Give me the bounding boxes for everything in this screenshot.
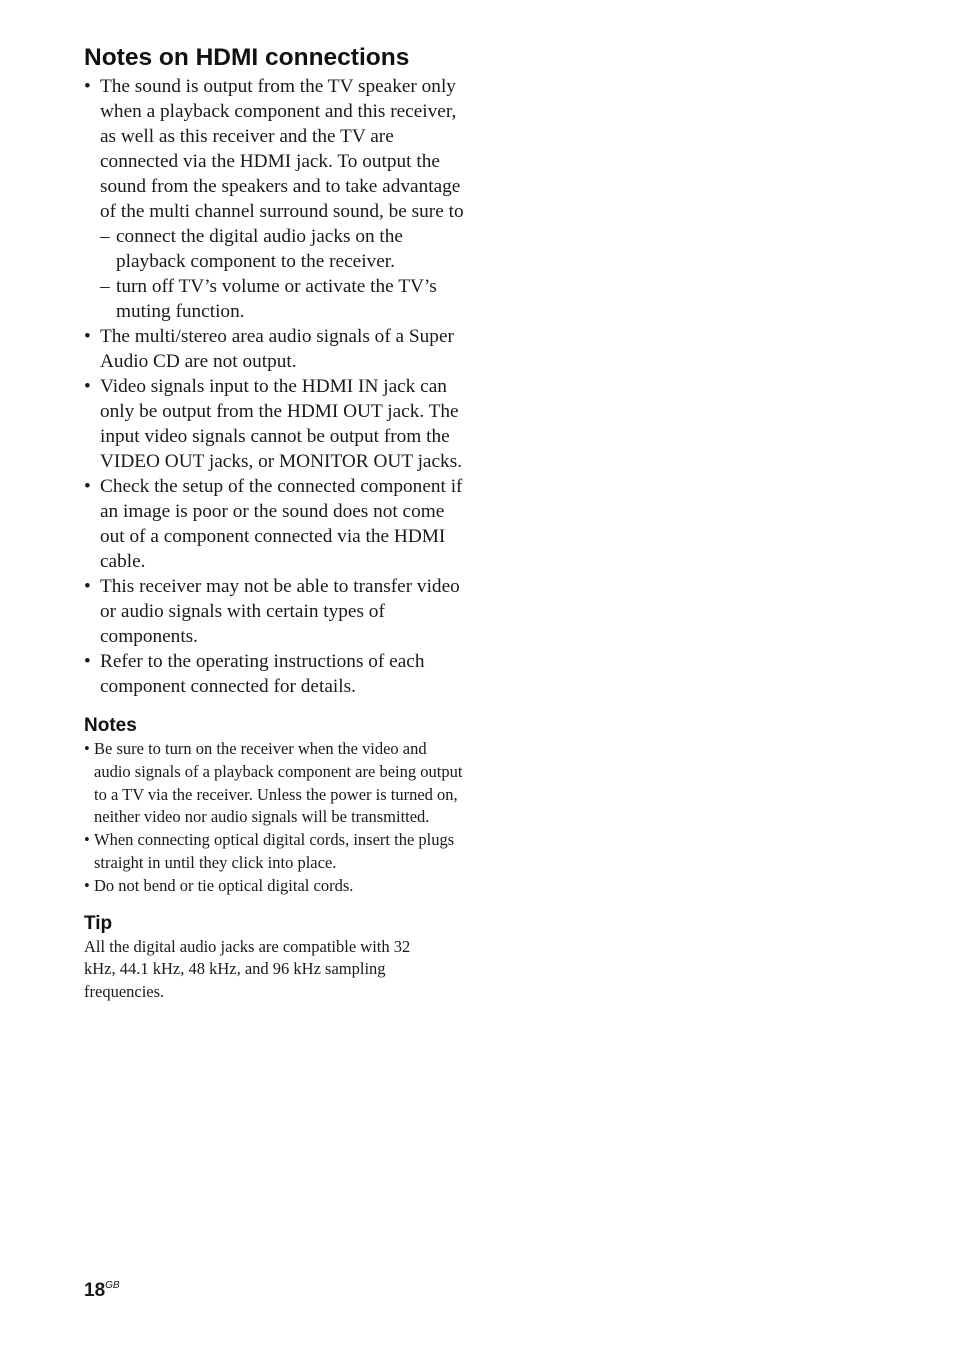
tip-heading: Tip: [84, 912, 113, 934]
list-item: • Video signals input to the HDMI IN jack can only be output from the HDMI OUT jack. The input video signals cannot be output from the VIDEO OUT jacks, or MONITOR OUT jacks.: [84, 374, 464, 474]
section-title: Notes on HDMI connections: [84, 44, 410, 71]
tip-text: All the digital audio jacks are compatible with 32 kHz, 44.1 kHz, 48 kHz, and 96 kHz sampling frequencies.: [84, 936, 411, 1002]
region-code: GB: [105, 1280, 120, 1291]
page-footer: [84, 1280, 120, 1302]
list-item-text: The sound is output from the TV speaker only when a playback component and this receiver, as well as this receiver and the TV are connected via the HDMI jack. To output the sound from the speakers and to take advantage of the multi channel surround sound, be sure to: [100, 76, 464, 222]
notes-heading: Notes: [84, 715, 137, 736]
note-item: • When connecting optical digital cords, insert the plugs straight in until they click into place.: [84, 829, 464, 875]
list-item: • Refer to the operating instructions of each component connected for details.: [84, 649, 464, 699]
sub-list-item: – connect the digital audio jacks on the playback component to the receiver.: [100, 224, 464, 274]
list-item: • Check the setup of the connected component if an image is poor or the sound does not come out of a component connected via the HDMI cable.: [84, 474, 464, 574]
sub-list-item: – turn off TV’s volume or activate the TV’s muting function.: [100, 274, 464, 324]
list-item: [84, 74, 464, 324]
note-item: • Be sure to turn on the receiver when the video and audio signals of a playback component are being output to a TV via the receiver. Unless the power is turned on, neither video nor audio signals will be transmitted.: [84, 738, 464, 829]
hdmi-notes-list: [84, 74, 464, 699]
list-item: • The multi/stereo area audio signals of a Super Audio CD are not output.: [84, 324, 464, 374]
content-column: [84, 42, 464, 1004]
sub-list: [100, 224, 464, 324]
notes-list: [84, 738, 464, 898]
list-item: • This receiver may not be able to transfer video or audio signals with certain types of components.: [84, 574, 464, 649]
note-item: • Do not bend or tie optical digital cords.: [84, 875, 464, 898]
page-number: 18: [84, 1280, 106, 1301]
